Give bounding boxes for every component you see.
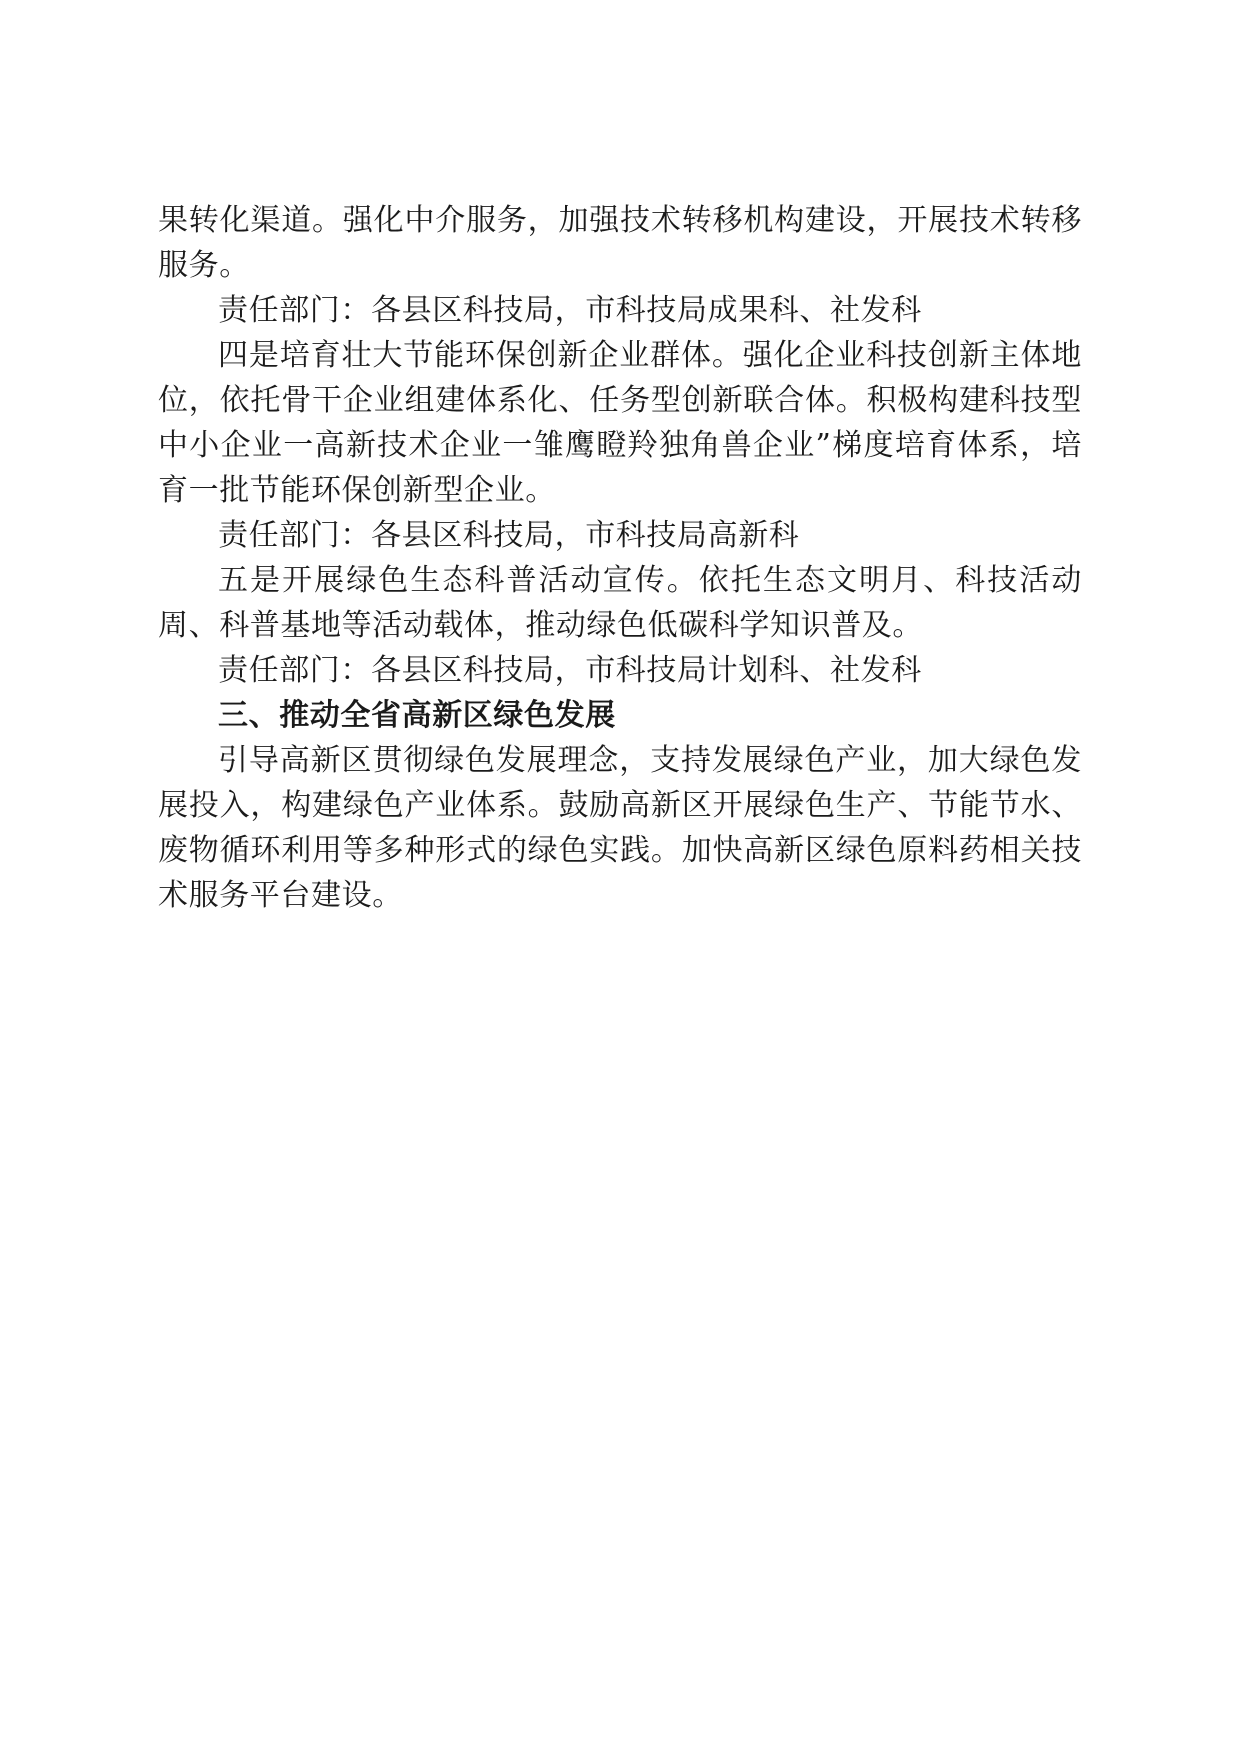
responsibility-line-1: 责任部门：各县区科技局，市科技局成果科、社发科 xyxy=(218,293,922,328)
paragraph-continuation: 果转化渠道。强化中介服务，加强技术转移机构建设，开展技术转移服务。 xyxy=(158,203,1082,283)
section-heading-three: 三、推动全省高新区绿色发展 xyxy=(218,698,616,733)
document-body xyxy=(158,198,1082,918)
paragraph-item-four: 四是培育壮大节能环保创新企业群体。强化企业科技创新主体地位，依托骨干企业组建体系化、任务型创新联合体。积极构建科技型中小企业一高新技术企业一雏鹰瞪羚独角兽企业”梯度培育体系，培育一批节能环保创新型企业。 xyxy=(158,338,1082,508)
responsibility-line-3: 责任部门：各县区科技局，市科技局计划科、社发科 xyxy=(218,653,922,688)
paragraph-item-five: 五是开展绿色生态科普活动宣传。依托生态文明月、科技活动周、科普基地等活动载体，推动绿色低碳科学知识普及。 xyxy=(158,563,1082,643)
responsibility-line-2: 责任部门：各县区科技局，市科技局高新科 xyxy=(218,518,800,553)
paragraph-high-tech-zone: 引导高新区贯彻绿色发展理念，支持发展绿色产业，加大绿色发展投入，构建绿色产业体系。鼓励高新区开展绿色生产、节能节水、废物循环利用等多种形式的绿色实践。加快高新区绿色原料药相关技术服务平台建设。 xyxy=(158,743,1082,913)
